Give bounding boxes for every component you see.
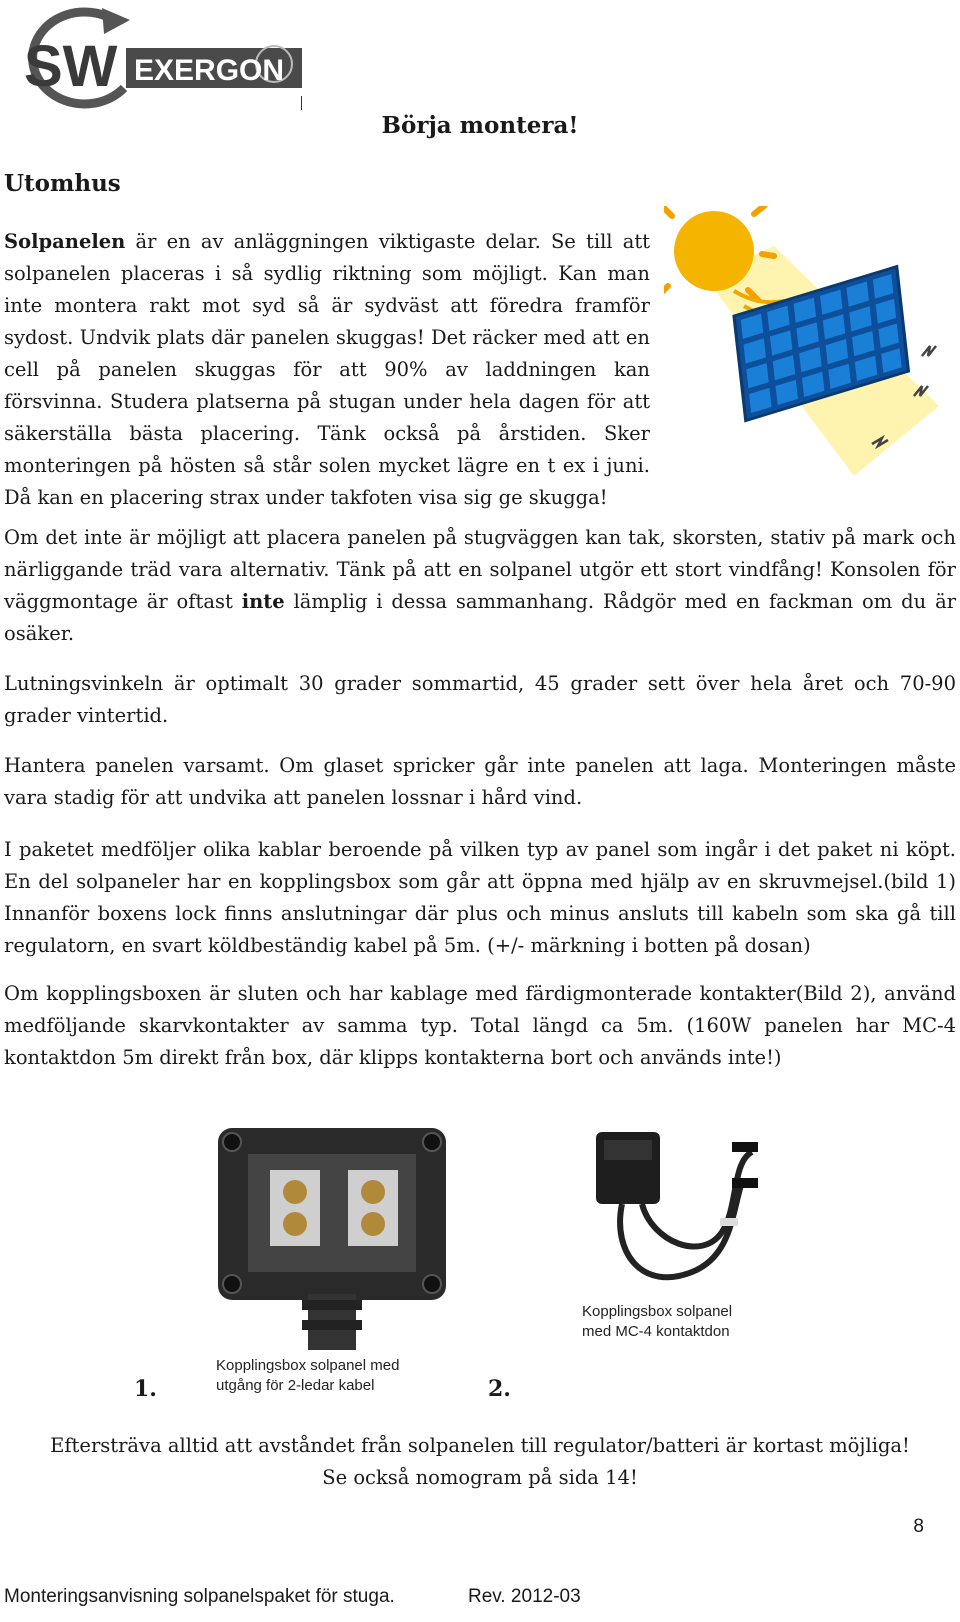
paragraph-closed-box: Om kopplingsboxen är sluten och har kablage med färdigmonterade kontakter(Bild 2), använd medföljande skarvkontakter av samma typ. Total längd ca 5m. (160W panelen har MC-4 kontaktdon 5m direkt från box, där klipps kontakterna bort och används inte!) bbox=[4, 982, 956, 1069]
logo-letters: SW bbox=[24, 34, 118, 99]
sun-panel-illustration bbox=[664, 206, 950, 496]
intro-text: är en av anläggningen viktigaste delar. Se till att solpanelen placeras i så sydlig riktning som möjligt. Kan man inte montera rakt mot syd så är sydväst att föredra framför sydost. Undvik plats där panelen skuggas! Det räcker med att en cell på panelen skuggas för att 90% av laddningen kan försvinna. Studera platserna på stugan under hela dagen för att säkerställa bästa placering. Tänk också på årstiden. Sker monteringen på hösten så står solen mycket lägre en t ex i juni. Då kan en placering strax under takfoten visa sig ge skugga! bbox=[4, 230, 650, 509]
junction-box-open-image bbox=[212, 1122, 452, 1352]
paragraph-handling: Hantera panelen varsamt. Om glaset spricker går inte panelen att laga. Monteringen måste vara stadig för att undvika att panelen lossnar i hård vind. bbox=[4, 754, 956, 809]
p1-before: Om det inte är möjligt att placera panelen på stugväggen kan tak, skorsten, stativ på mark och närliggande träd vara alternativ. Tänk på att en solpanel utgör ett stort vindfång! Konsolen för väggmontage är oftast bbox=[4, 526, 956, 613]
section-heading: Utomhus bbox=[4, 170, 121, 197]
page-title: Börja montera! bbox=[381, 112, 579, 139]
paragraph-cables: I paketet medföljer olika kablar beroende på vilken typ av panel som ingår i det paket ni köpt. En del solpaneler har en kopplingsbox som går att öppna med hjälp av en skruvmejsel.(bild 1) Innanför boxens lock finns anslutningar där plus och minus ansluts till kabeln som ska gå till regulatorn, en svart köldbeständig kabel på 5m. (+/- märkning i botten på dosan) bbox=[4, 838, 956, 957]
image2-caption-line2: med MC-4 kontaktdon bbox=[582, 1323, 730, 1340]
p1-bold: inte bbox=[241, 590, 285, 613]
image2-caption bbox=[582, 1302, 732, 1342]
company-logo bbox=[6, 6, 310, 116]
image1-caption-line1: Kopplingsbox solpanel med bbox=[216, 1357, 400, 1374]
footer-revision: Rev. 2012-03 bbox=[468, 1586, 581, 1607]
paragraph-alternatives bbox=[4, 522, 956, 650]
p1-after: lämplig i dessa sammanhang. Rådgör med en fackman om du är osäker. bbox=[4, 590, 957, 645]
intro-paragraph bbox=[4, 226, 650, 514]
image2-caption-line1: Kopplingsbox solpanel bbox=[582, 1303, 733, 1320]
page-number: 8 bbox=[913, 1516, 924, 1537]
paragraph-angle: Lutningsvinkeln är optimalt 30 grader sommartid, 45 grader sett över hela året och 70-90 grader vintertid. bbox=[4, 672, 956, 727]
logo-brand: EXERGON bbox=[134, 54, 285, 87]
image2-number: 2. bbox=[488, 1376, 511, 1402]
image1-caption bbox=[216, 1356, 399, 1396]
intro-bold-lead: Solpanelen bbox=[4, 230, 126, 253]
image1-caption-line2: utgång för 2-ledar kabel bbox=[216, 1377, 375, 1394]
logo-divider bbox=[301, 96, 302, 110]
closing-line-2: Se också nomogram på sida 14! bbox=[322, 1466, 638, 1489]
image1-number: 1. bbox=[134, 1376, 157, 1402]
closing-line-1: Eftersträva alltid att avståndet från solpanelen till regulator/batteri är kortast möjliga! bbox=[50, 1434, 910, 1457]
junction-box-mc4-image bbox=[582, 1122, 764, 1302]
footer-document-title: Monteringsanvisning solpanelspaket för stuga. bbox=[4, 1586, 395, 1607]
